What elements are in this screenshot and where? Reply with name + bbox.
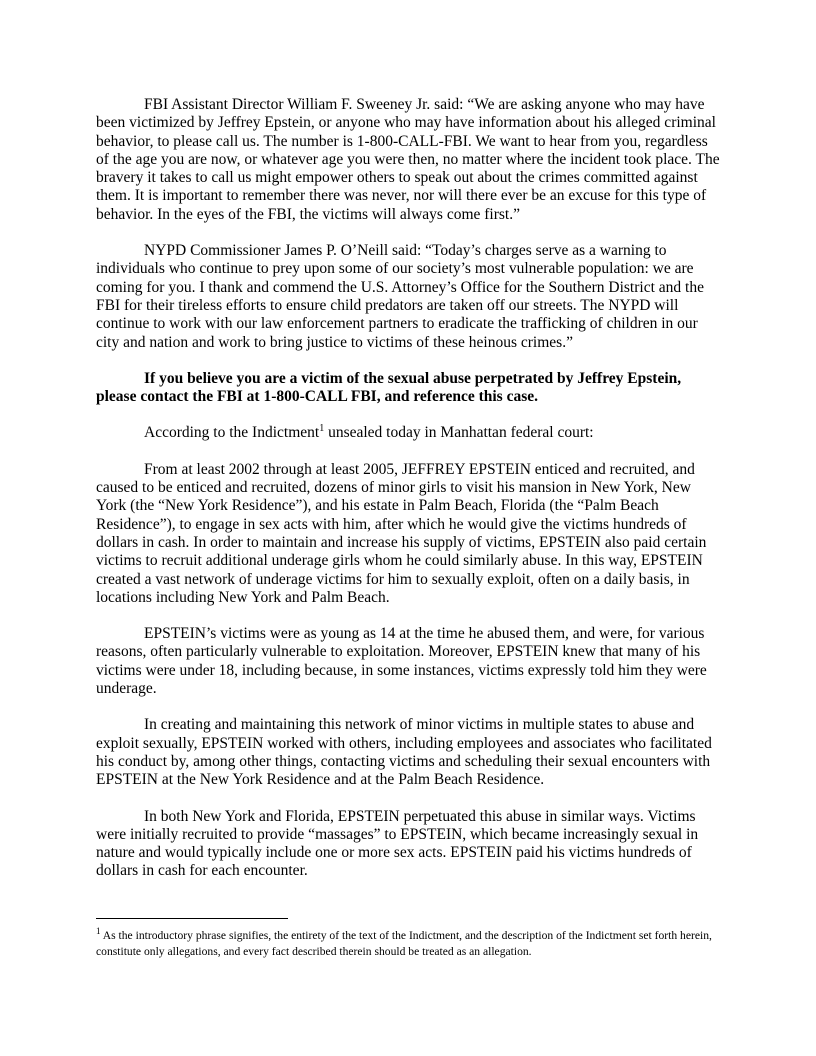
- footnote-divider: [96, 918, 288, 919]
- paragraph-fbi-statement: FBI Assistant Director William F. Sweeney Jr. said: “We are asking anyone who may have been victimized by Jeffrey Epstein, or anyone who may have information about his alleged criminal behavior, to please call us. The number is 1-800-CALL-FBI. We want to hear from you, regardless of the age you are now, or whatever age you were then, no matter where the incident took place. The bravery it takes to call us might empower others to speak out about the crimes committed against them. It is important to remember there was never, nor will there ever be an excuse for this type of behavior. In the eyes of the FBI, the victims will always come first.”: [96, 96, 720, 223]
- footnote-reference-marker: 1: [319, 423, 325, 435]
- footnote-text: As the introductory phrase signifies, the entirety of the text of the Indictment, and the description of the Indictment set forth herein, constitute only allegations, and every fact described therein should be treated as an allegation.: [96, 929, 712, 958]
- indictment-intro-text-end: unsealed today in Manhattan federal court:: [324, 424, 594, 442]
- footnote-marker: 1: [96, 926, 101, 937]
- paragraph-victims-age: EPSTEIN’s victims were as young as 14 at the time he abused them, and were, for various reasons, often particularly vulnerable to exploitation. Moreover, EPSTEIN knew that many of his victims were under 18, including because, in some instances, victims expressly told him they were underage.: [96, 625, 707, 698]
- paragraph-victim-contact-notice: If you believe you are a victim of the sexual abuse perpetrated by Jeffrey Epstein, please contact the FBI at 1-800-CALL FBI, and reference this case.: [96, 369, 682, 406]
- footnote: [96, 928, 722, 960]
- paragraph-nypd-statement: NYPD Commissioner James P. O’Neill said: “Today’s charges serve as a warning to individuals who continue to prey upon some of our society’s most vulnerable population: we are coming for you. I thank and commend the U.S. Attorney’s Office for the Southern District and the FBI for their tireless efforts to ensure child predators are taken off our streets. The NYPD will continue to work with our law enforcement partners to eradicate the trafficking of children in our city and nation and work to bring justice to victims of these heinous crimes.”: [96, 242, 704, 351]
- indictment-intro-text: According to the Indictment: [144, 424, 320, 442]
- paragraph-recruitment: From at least 2002 through at least 2005, JEFFREY EPSTEIN enticed and recruited, and caused to be enticed and recruited, dozens of minor girls to visit his mansion in New York, New York (the “New York Residence”), and his estate in Palm Beach, Florida (the “Palm Beach Residence”), to engage in sex acts with him, after which he would give the victims hundreds of dollars in cash. In order to maintain and increase his supply of victims, EPSTEIN also paid certain victims to recruit additional underage girls whom he could similarly abuse. In this way, EPSTEIN created a vast network of underage victims for him to sexually exploit, often on a daily basis, in locations including New York and Palm Beach.: [96, 460, 707, 606]
- paragraph-abuse-method: In both New York and Florida, EPSTEIN perpetuated this abuse in similar ways. Victims were initially recruited to provide “massages” to EPSTEIN, which became increasingly sexual in nature and would typically include one or more sex acts. EPSTEIN paid his victims hundreds of dollars in cash for each encounter.: [96, 807, 699, 880]
- document-body: [96, 96, 720, 899]
- paragraph-indictment-intro: [96, 424, 720, 442]
- paragraph-network: In creating and maintaining this network of minor victims in multiple states to abuse and exploit sexually, EPSTEIN worked with others, including employees and associates who facilitated his conduct by, among other things, contacting victims and scheduling their sexual encounters with EPSTEIN at the New York Residence and at the Palm Beach Residence.: [96, 716, 712, 789]
